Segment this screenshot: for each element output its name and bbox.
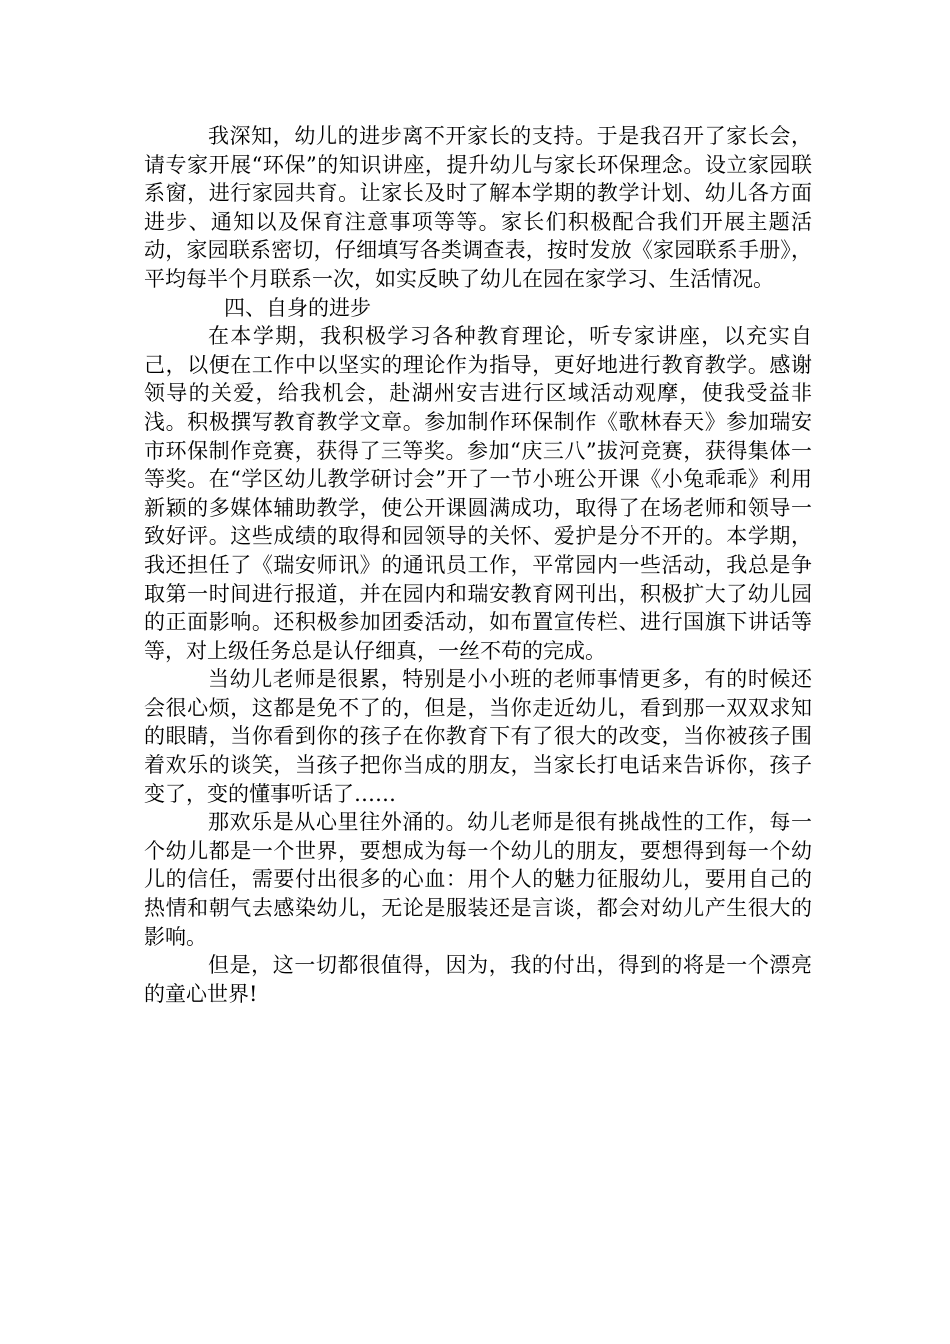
paragraph-conclusion: 但是，这一切都很值得，因为，我的付出，得到的将是一个漂亮的童心世界! [144,953,812,1006]
section-heading-self-progress: 四、自身的进步 [224,295,371,320]
paragraph-parent-support: 我深知，幼儿的进步离不开家长的支持。于是我召开了家长会，请专家开展“环保”的知识讲座，提升幼儿与家长环保理念。设立家园联系窗，进行家园共育。让家长及时了解本学期的教学计划、幼儿各方面进步、通知以及保育注意事项等等。家长们积极配合我们开展主题活动，家园联系密切，仔细填写各类调查表，按时发放《家园联系手册》，平均每半个月联系一次，如实反映了幼儿在园在家学习、生活情况。 [144,124,812,291]
paragraph-joy: 那欢乐是从心里往外涌的。幼儿老师是很有挑战性的工作，每一个幼儿都是一个世界，要想成为每一个幼儿的朋友，要想得到每一个幼儿的信任，需要付出很多的心血：用个人的魅力征服幼儿，要用自己的热情和朝气去感染幼儿，无论是服装还是言谈，都会对幼儿产生很大的影响。 [144,810,812,949]
document-body [144,122,812,1008]
paragraph-self-progress: 在本学期，我积极学习各种教育理论，听专家讲座，以充实自己，以便在工作中以坚实的理论作为指导，更好地进行教育教学。感谢领导的关爱，给我机会，赴湖州安吉进行区域活动观摩，使我受益非浅。积极撰写教育教学文章。参加制作环保制作《歌林春天》参加瑞安市环保制作竞赛，获得了三等奖。参加“庆三八”拔河竞赛，获得集体一等奖。在“学区幼儿教学研讨会”开了一节小班公开课《小兔乖乖》利用新颖的多媒体辅助教学，使公开课圆满成功，取得了在场老师和领导一致好评。这些成绩的取得和园领导的关怀、爱护是分不开的。本学期，我还担任了《瑞安师讯》的通讯员工作，平常园内一些活动，我总是争取第一时间进行报道，并在园内和瑞安教育网刊出，积极扩大了幼儿园的正面影响。还积极参加团委活动，如布置宣传栏、进行国旗下讲话等等，对上级任务总是认仔细真，一丝不苟的完成。 [144,324,812,663]
paragraph-teacher-hardship: 当幼儿老师是很累，特别是小小班的老师事情更多，有的时候还会很心烦，这都是免不了的，但是，当你走近幼儿，看到那一双双求知的眼睛，当你看到你的孩子在你教育下有了很大的改变，当你被孩子围着欢乐的谈笑，当孩子把你当成的朋友，当家长打电话来告诉你，孩子变了，变的懂事听话了…… [144,667,812,806]
